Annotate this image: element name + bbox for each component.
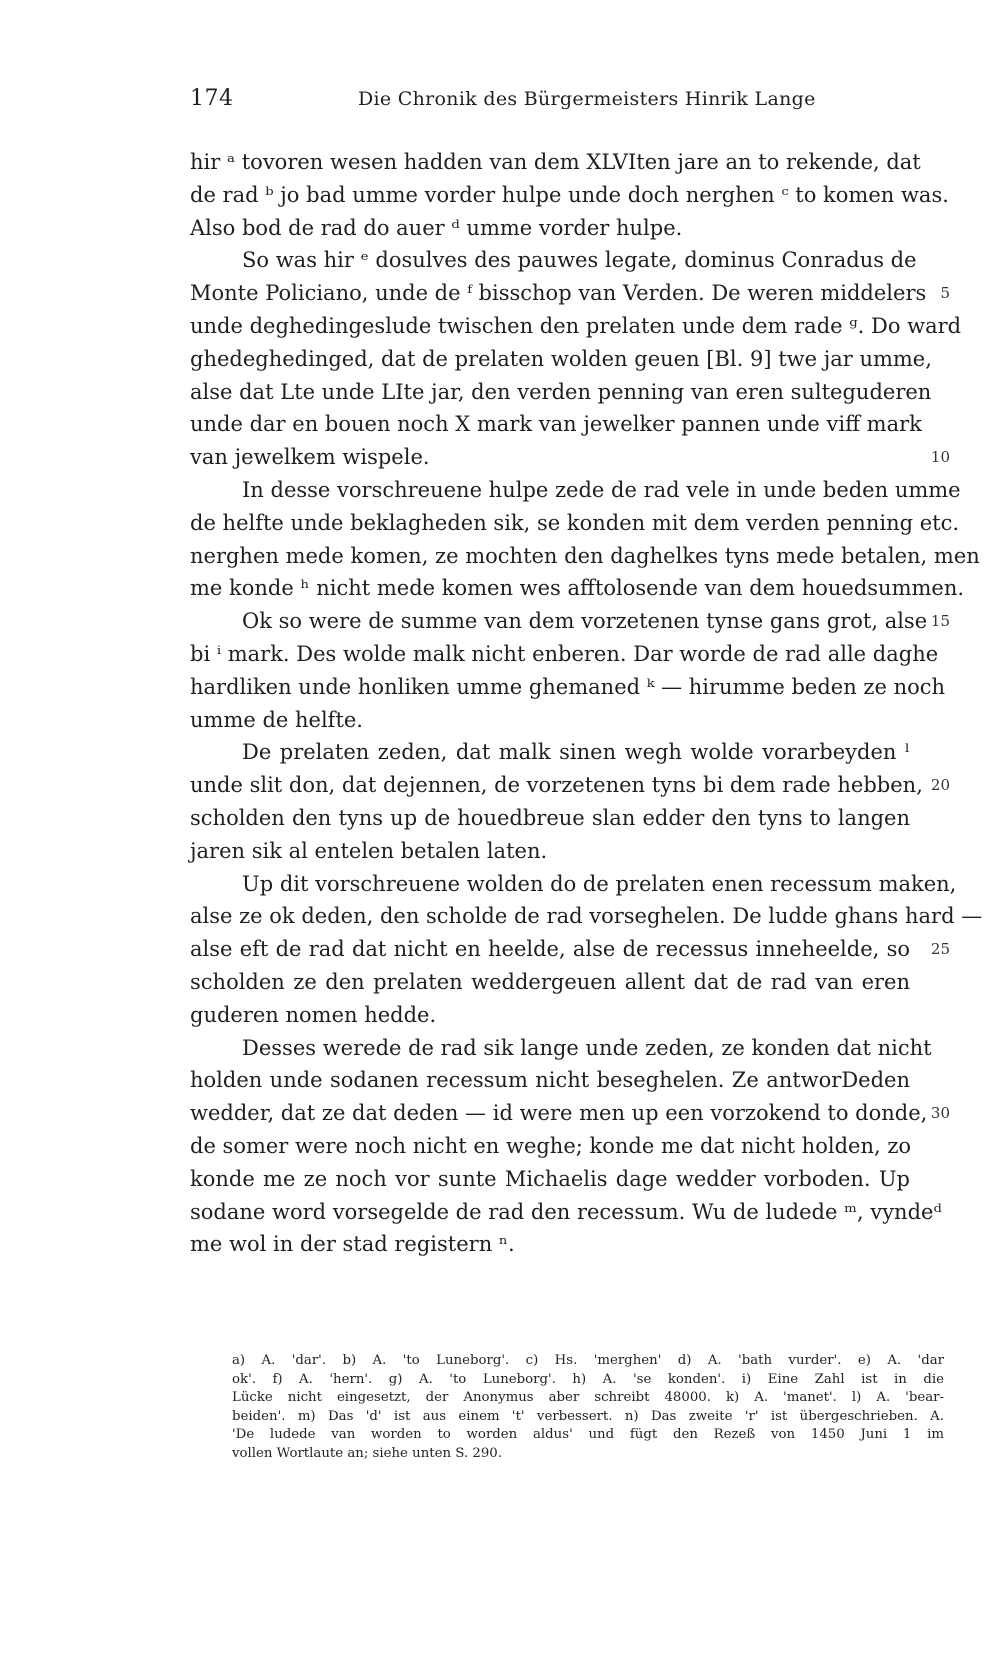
line-text: me konde ʰ nicht mede komen wes afftolosende van dem houedsummen.	[190, 576, 965, 601]
text-line	[190, 572, 965, 605]
text-line	[190, 277, 950, 310]
line-number: 15	[930, 612, 950, 631]
line-number: 20	[930, 776, 950, 795]
line-text: De prelaten zeden, dat malk sinen wegh wolde vorarbeyden ˡ	[242, 740, 910, 765]
text-line	[190, 212, 950, 245]
text-line	[190, 802, 950, 835]
line-text: scholden ze den prelaten weddergeuen allent dat de rad van eren	[190, 969, 910, 994]
line-text: me wol in der stad registern ⁿ.	[190, 1232, 515, 1257]
text-line	[190, 1097, 950, 1130]
text-line	[190, 704, 950, 737]
line-text: unde dar en bouen noch X mark van jewelker pannen unde viff mark	[190, 412, 922, 437]
footnote-line: vollen Wortlaute an; siehe unten S. 290.	[232, 1445, 502, 1461]
line-number: 30	[930, 1104, 950, 1123]
footnote-line: Lücke nicht eingesetzt, der Anonymus aber schreibt 48000. k) A. 'manet'. l) A. 'bear-	[232, 1390, 944, 1406]
line-text: unde deghedingeslude twischen den prelaten unde dem rade ᵍ. Do ward	[190, 313, 962, 338]
text-line	[190, 474, 961, 507]
line-text: ghedeghedinged, dat de prelaten wolden geuen [Bl. 9] twe jar umme,	[190, 346, 932, 371]
text-line	[190, 868, 957, 901]
line-text: So was hir ᵉ dosulves des pauwes legate, dominus Conradus de	[242, 248, 917, 273]
text-line	[190, 1064, 950, 1097]
text-line	[190, 540, 980, 573]
text-line	[190, 736, 950, 769]
text-line	[190, 933, 950, 966]
text-line	[190, 966, 950, 999]
line-text: de helfte unde beklagheden sik, se konden mit dem verden penning etc.	[190, 510, 960, 535]
line-text: sodane word vorsegelde de rad den recessum. Wu de ludede ᵐ, vyndeᵈ	[190, 1199, 942, 1224]
line-text: nerghen mede komen, ze mochten den daghelkes tyns mede betalen, men	[190, 543, 980, 568]
text-line	[190, 769, 950, 802]
text-line	[190, 1228, 950, 1261]
line-number: 10	[930, 448, 950, 467]
line-number: 25	[930, 940, 950, 959]
line-text: van jewelkem wispele.	[190, 445, 430, 470]
text-line	[190, 376, 950, 409]
page-header	[190, 86, 940, 120]
page-number: 174	[190, 86, 234, 111]
text-line	[190, 179, 950, 212]
text-line	[190, 1130, 950, 1163]
footnote-line: beiden'. m) Das 'd' ist aus einem 't' verbessert. n) Das zweite 'r' ist übergeschrieben. A.	[232, 1408, 944, 1424]
footnote-line: a) A. 'dar'. b) A. 'to Luneborg'. c) Hs. 'merghen' d) A. 'bath vurder'. e) A. 'dar	[232, 1353, 944, 1368]
line-text: alse eft de rad dat nicht en heelde, alse de recessus inneheelde, so	[190, 937, 910, 962]
line-text: Ok so were de summe van dem vorzetenen tynse gans grot, alse	[242, 609, 928, 634]
line-text: unde slit don, dat dejennen, de vorzetenen tyns bi dem rade hebben,	[190, 773, 923, 798]
line-text: hir ᵃ tovoren wesen hadden van dem XLVIten jare an to rekende, dat	[190, 150, 921, 174]
line-text: de rad ᵇ jo bad umme vorder hulpe unde doch nerghen ᶜ to komen was.	[190, 182, 949, 207]
line-text: holden unde sodanen recessum nicht beseghelen. Ze antworDeden	[190, 1068, 910, 1093]
text-line	[190, 408, 950, 441]
line-text: hardliken unde honliken umme ghemaned ᵏ — hirumme beden ze noch	[190, 674, 946, 699]
line-text: In desse vorschreuene hulpe zede de rad vele in unde beden umme	[242, 477, 961, 502]
text-line	[190, 244, 950, 277]
text-line	[190, 835, 950, 868]
line-text: Up dit vorschreuene wolden do de prelaten enen recessum maken,	[242, 871, 957, 896]
line-text: Monte Policiano, unde de ᶠ bisschop van Verden. De weren middelers	[190, 281, 927, 306]
text-line	[190, 1032, 950, 1065]
footnotes	[232, 1352, 952, 1464]
line-text: guderen nomen hedde.	[190, 1002, 437, 1027]
line-text: Desses werede de rad sik lange unde zeden, ze konden dat nicht	[242, 1035, 932, 1060]
line-text: scholden den tyns up de houedbreue slan edder den tyns to langen	[190, 805, 910, 830]
text-line	[190, 671, 950, 704]
line-text: de somer were noch nicht en weghe; konde me dat nicht holden, zo	[190, 1133, 912, 1158]
line-text: wedder, dat ze dat deden — id were men up een vorzokend to donde,	[190, 1101, 928, 1126]
text-line	[190, 1196, 950, 1229]
text-line	[190, 343, 950, 376]
line-text: jaren sik al entelen betalen laten.	[190, 838, 548, 863]
line-text: alse dat Lte unde LIte jar, den verden penning van eren sulteguderen	[190, 379, 932, 404]
footnote-line: 'De ludede van worden to worden aldus' und fügt den Rezeß von 1450 Juni 1 im	[232, 1427, 944, 1443]
line-text: konde me ze noch vor sunte Michaelis dage wedder vorboden. Up	[190, 1166, 910, 1191]
text-line	[190, 605, 950, 638]
main-text	[190, 146, 983, 1261]
text-line	[190, 507, 960, 540]
running-title: Die Chronik des Bürgermeisters Hinrik Lange	[358, 88, 816, 110]
text-line	[190, 900, 983, 933]
text-line	[190, 999, 950, 1032]
text-line	[190, 638, 950, 671]
text-line	[190, 441, 950, 474]
line-text: alse ze ok deden, den scholde de rad vorseghelen. De ludde ghans hard —	[190, 904, 983, 929]
text-line	[190, 310, 962, 343]
footnote-line: ok'. f) A. 'hern'. g) A. 'to Luneborg'. h) A. 'se konden'. i) Eine Zahl ist in die	[232, 1371, 944, 1387]
text-line	[190, 146, 950, 179]
line-number: 5	[940, 284, 950, 303]
line-text: umme de helfte.	[190, 707, 363, 732]
line-text: bi ⁱ mark. Des wolde malk nicht enberen. Dar worde de rad alle daghe	[190, 641, 939, 666]
text-line	[190, 1163, 950, 1196]
line-text: Also bod de rad do auer ᵈ umme vorder hulpe.	[190, 215, 683, 240]
